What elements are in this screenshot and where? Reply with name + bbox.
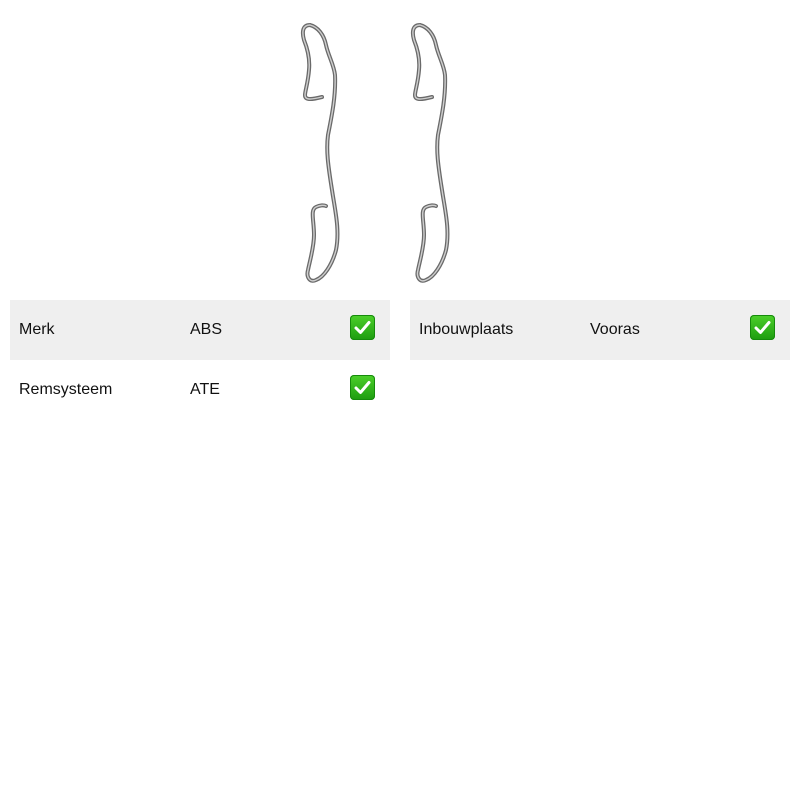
spring-clips-illustration bbox=[280, 15, 480, 295]
spec-label: Remsysteem bbox=[19, 381, 113, 398]
spec-row-inbouwplaats bbox=[410, 300, 790, 360]
spring-clip-right bbox=[413, 25, 448, 281]
spec-label: Inbouwplaats bbox=[419, 321, 514, 338]
spec-table-right bbox=[410, 300, 790, 360]
spec-row-remsysteem bbox=[10, 360, 390, 420]
spring-clip-left bbox=[303, 25, 338, 281]
spec-value: ABS bbox=[190, 321, 223, 338]
spec-table-left bbox=[10, 300, 390, 420]
check-icon bbox=[750, 315, 775, 340]
spec-value: Vooras bbox=[590, 321, 640, 338]
product-image bbox=[280, 15, 480, 295]
spec-value: ATE bbox=[190, 381, 220, 398]
check-icon bbox=[350, 315, 375, 340]
check-icon bbox=[350, 375, 375, 400]
spec-label: Merk bbox=[19, 321, 55, 338]
spec-row-merk bbox=[10, 300, 390, 360]
